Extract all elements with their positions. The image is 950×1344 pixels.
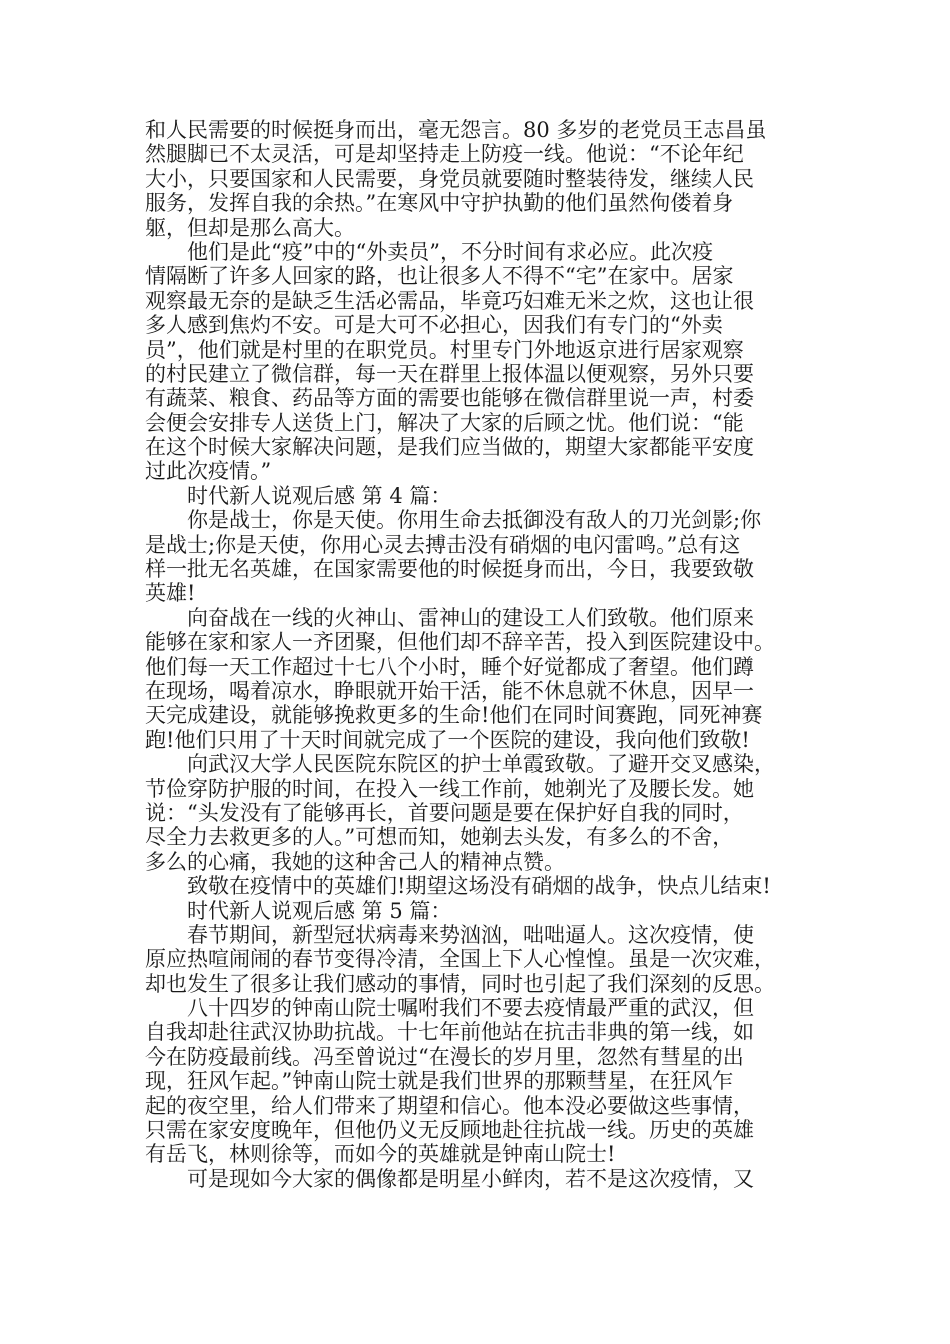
text-line: 员”，他们就是村里的在职党员。村里专门外地返京进行居家观察	[145, 337, 744, 362]
text-line: 向武汉大学人民医院东院区的护士单霞致敬。了避开交叉感染，	[187, 752, 775, 777]
text-line: 今在防疫最前线。冯至曾说过“在漫长的岁月里，忽然有彗星的出	[145, 1044, 744, 1069]
text-line: 致敬在疫情中的英雄们!期望这场没有硝烟的战争，快点儿结束!	[187, 874, 771, 899]
text-line: 过此次疫情。”	[145, 459, 272, 484]
text-line: 天完成建设，就能够挽救更多的生命!他们在同时间赛跑，同死神赛	[145, 703, 763, 728]
text-line: 现，狂风乍起。”钟南山院士就是我们世界的那颗彗星，在狂风乍	[145, 1069, 734, 1094]
text-line: 春节期间，新型冠状病毒来势汹汹，咄咄逼人。这次疫情，使	[187, 922, 754, 947]
text-line: 八十四岁的钟南山院士嘱咐我们不要去疫情最严重的武汉，但	[187, 996, 754, 1021]
text-line: 样一批无名英雄，在国家需要他的时候挺身而出，今日，我要致敬	[145, 557, 754, 582]
text-line: 英雄!	[145, 581, 196, 606]
text-line: 会便会安排专人送货上门，解决了大家的后顾之忧。他们说：“能	[145, 410, 744, 435]
text-line: 说：“头发没有了能够再长，首要问题是要在保护好自我的同时，	[145, 800, 744, 825]
text-line: 他们是此“疫”中的“外卖员”，不分时间有求必应。此次疫	[187, 239, 713, 264]
text-line: 自我却赴往武汉协助抗战。十七年前他站在抗击非典的第一线，如	[145, 1020, 754, 1045]
text-line: 是战士;你是天使，你用心灵去搏击没有硝烟的电闪雷鸣。”总有这	[145, 532, 741, 557]
document-body	[145, 118, 817, 1191]
text-line: 跑!他们只用了十天时间就完成了一个医院的建设，我向他们致敬!	[145, 727, 750, 752]
text-line: 时代新人说观后感 第 4 篇：	[187, 483, 452, 508]
text-line: 在这个时候大家解决问题，是我们应当做的，期望大家都能平安度	[145, 435, 754, 460]
text-line: 向奋战在一线的火神山、雷神山的建设工人们致敬。他们原来	[187, 605, 754, 630]
text-line: 多人感到焦灼不安。可是大可不必担心，因我们有专门的“外卖	[145, 313, 723, 338]
text-line: 可是现如今大家的偶像都是明星小鲜肉，若不是这次疫情，又	[187, 1166, 754, 1191]
text-line: 有蔬菜、粮食、药品等方面的需要也能够在微信群里说一声，村委	[145, 386, 754, 411]
text-line: 多么的心痛，我她的这种舍己人的精神点赞。	[145, 849, 565, 874]
text-line: 观察最无奈的是缺乏生活必需品，毕竟巧妇难无米之炊，这也让很	[145, 288, 754, 313]
text-line: 躯，但却是那么高大。	[145, 215, 355, 240]
text-line: 服务，发挥自我的余热。”在寒风中守护执勤的他们虽然佝偻着身	[145, 191, 734, 216]
text-line: 原应热喧闹闹的春节变得冷清，全国上下人心惶惶。虽是一次灾难，	[145, 947, 775, 972]
text-line: 节俭穿防护服的时间，在投入一线工作前，她剃光了及腰长发。她	[145, 776, 754, 801]
text-line: 情隔断了许多人回家的路，也让很多人不得不“宅”在家中。居家	[145, 264, 734, 289]
text-line: 能够在家和家人一齐团聚，但他们却不辞辛苦，投入到医院建设中。	[145, 630, 775, 655]
text-line: 在现场，喝着凉水，睁眼就开始干活，能不休息就不休息，因早一	[145, 678, 754, 703]
text-line: 的村民建立了微信群，每一天在群里上报体温以便观察，另外只要	[145, 361, 754, 386]
text-line: 有岳飞，林则徐等，而如今的英雄就是钟南山院士!	[145, 1142, 616, 1167]
text-line: 然腿脚已不太灵活，可是却坚持走上防疫一线。他说：“不论年纪	[145, 142, 744, 167]
text-line: 他们每一天工作超过十七八个小时，睡个好觉都成了奢望。他们蹲	[145, 654, 754, 679]
text-line: 尽全力去救更多的人。”可想而知，她剃去头发，有多么的不舍，	[145, 825, 734, 850]
text-line: 只需在家安度晚年，但他仍义无反顾地赴往抗战一线。历史的英雄	[145, 1118, 754, 1143]
text-line: 起的夜空里，给人们带来了期望和信心。他本没必要做这些事情，	[145, 1093, 754, 1118]
text-line: 时代新人说观后感 第 5 篇：	[187, 898, 452, 923]
text-line: 你是战士，你是天使。你用生命去抵御没有敌人的刀光剑影;你	[187, 508, 762, 533]
text-line: 大小，只要国家和人民需要，身党员就要随时整装待发，继续人民	[145, 166, 754, 191]
text-line: 和人民需要的时候挺身而出，毫无怨言。80 多岁的老党员王志昌虽	[145, 118, 767, 142]
text-line: 却也发生了很多让我们感动的事情，同时也引起了我们深刻的反思。	[145, 971, 775, 996]
